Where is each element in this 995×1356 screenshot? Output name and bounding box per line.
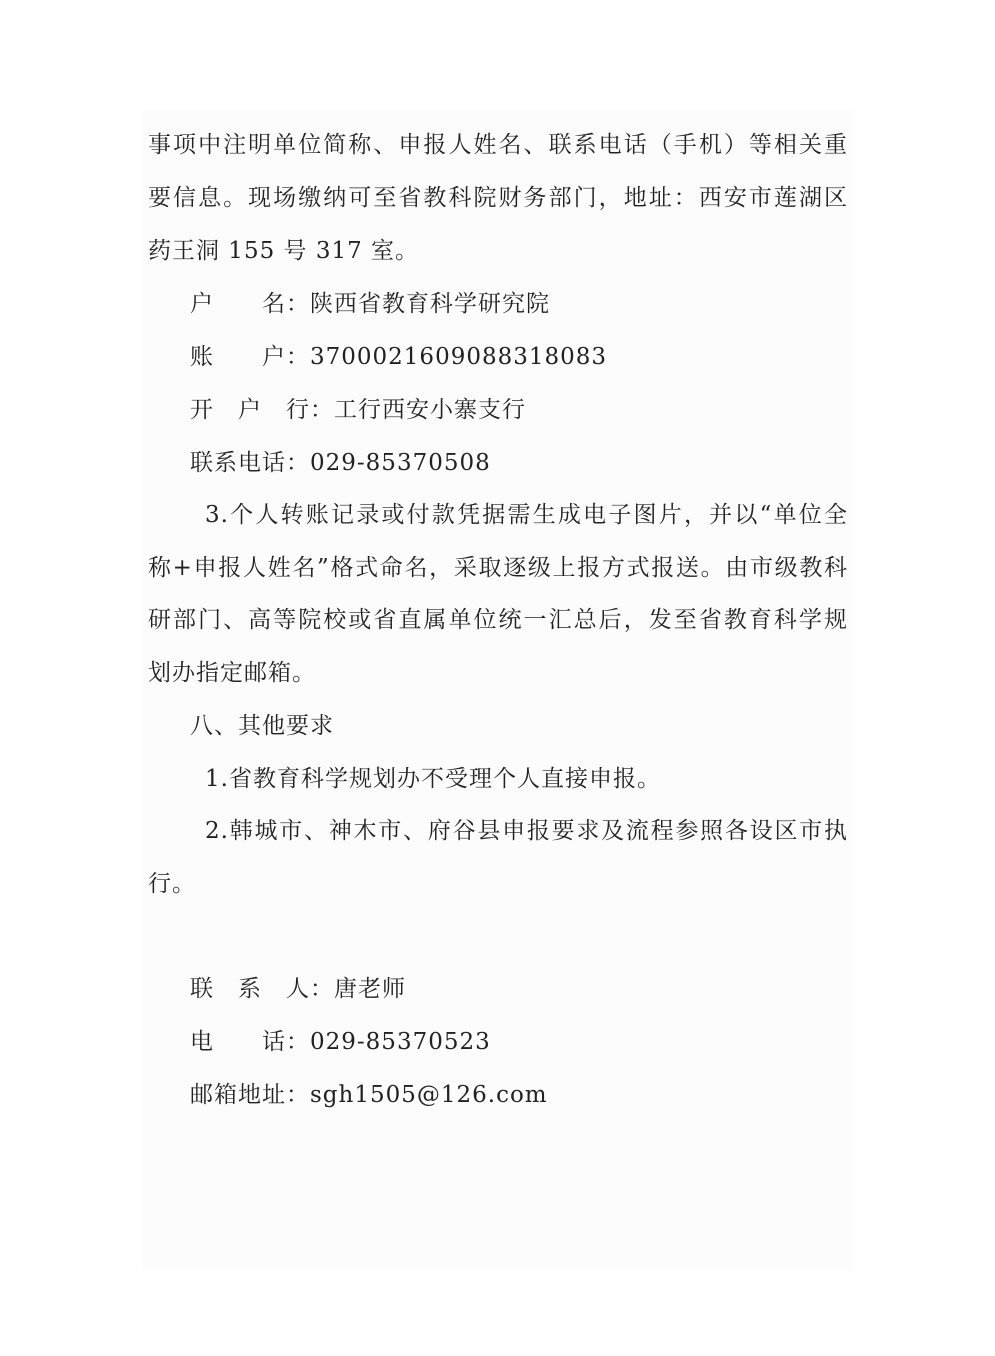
paragraph-line: 划办指定邮箱。 [148,660,316,686]
paragraph-line: 事项中注明单位简称、申报人姓名、联系电话（手机）等相关重 [148,132,848,158]
contact-phone: 电 话：029-85370523 [190,1029,491,1055]
paragraph-line: 要信息。现场缴纳可至省教科院财务部门，地址：西安市莲湖区 [148,185,848,211]
paragraph-line: 3.个人转账记录或付款凭据需生成电子图片，并以“单位全 [205,502,848,528]
contact-email: 邮箱地址：sgh1505@126.com [190,1082,548,1108]
list-item-continued: 行。 [148,871,196,897]
bank-phone: 联系电话：029-85370508 [190,450,491,476]
account-name: 户 名：陕西省教育科学研究院 [190,291,550,317]
paragraph-line: 称+申报人姓名”格式命名，采取逐级上报方式报送。由市级教科 [148,555,848,581]
account-number: 账 户：3700021609088318083 [190,344,608,370]
paragraph-line: 药王洞 155 号 317 室。 [148,238,420,264]
bank-branch: 开 户 行：工行西安小寨支行 [190,397,526,423]
list-item: 2.韩城市、神木市、府谷县申报要求及流程参照各设区市执 [205,818,848,844]
paragraph-line: 研部门、高等院校或省直属单位统一汇总后，发至省教育科学规 [148,607,848,633]
contact-person: 联 系 人：唐老师 [190,976,406,1002]
list-item: 1.省教育科学规划办不受理个人直接申报。 [205,766,661,792]
section-heading: 八、其他要求 [190,713,334,739]
